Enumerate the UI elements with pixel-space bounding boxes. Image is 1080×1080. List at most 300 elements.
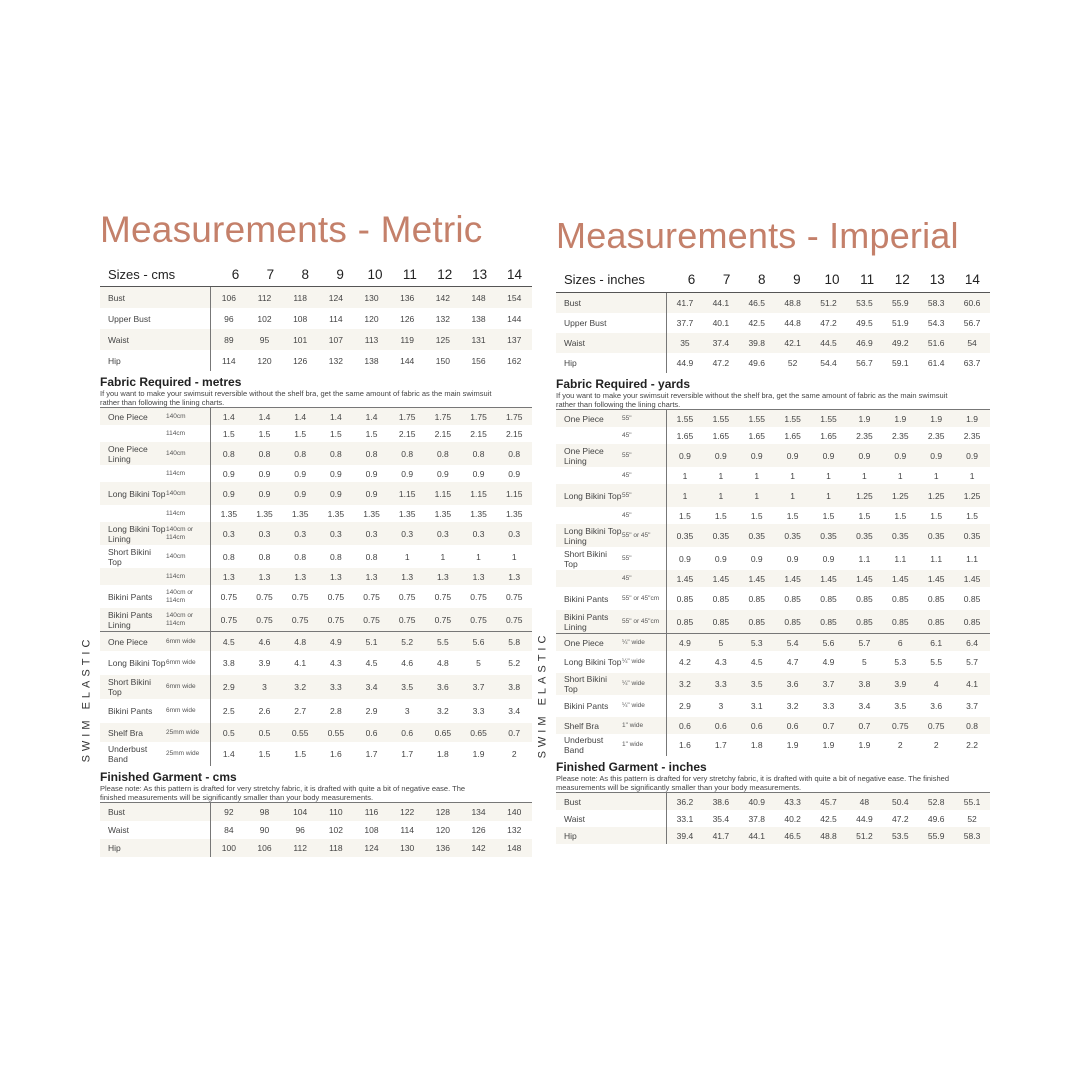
value-cell: 42.5: [748, 318, 765, 328]
value-cell: 0.7: [822, 720, 835, 731]
value-cell: 2.9: [222, 682, 235, 692]
value-cell: 0.9: [258, 488, 271, 499]
value-cell: 52: [967, 813, 977, 824]
row-values: [210, 803, 532, 821]
value-cell: 0.85: [963, 616, 981, 627]
value-cell: 156: [471, 355, 486, 366]
value-cell: 2.35: [892, 430, 909, 441]
value-cell: 58.3: [927, 298, 945, 308]
value-cell: 5.3: [750, 637, 763, 648]
value-cell: 124: [328, 292, 343, 303]
row-values: [666, 810, 990, 827]
table-row: [556, 333, 990, 353]
value-cell: 0.9: [294, 468, 307, 479]
table-row: [556, 444, 990, 467]
value-cell: 5.6: [472, 636, 485, 647]
value-cell: 0.3: [436, 528, 449, 539]
value-cell: 1.45: [784, 573, 801, 584]
value-cell: 3.1: [750, 701, 763, 711]
value-cell: 0.75: [434, 614, 452, 625]
value-cell: 0.3: [365, 528, 378, 539]
value-cell: 4.5: [222, 636, 235, 647]
value-cell: 4.1: [966, 679, 978, 689]
value-cell: 0.35: [892, 530, 909, 541]
value-cell: 2.15: [505, 428, 523, 439]
metric-finished-title: Finished Garment - cms: [100, 770, 237, 784]
row-values: [210, 742, 532, 766]
value-cell: 1.5: [822, 510, 835, 521]
value-cell: 2.35: [927, 430, 945, 441]
value-cell: 120: [435, 825, 450, 835]
fabric-width: 140cm: [166, 449, 186, 457]
value-cell: 113: [364, 334, 379, 345]
value-cell: 131: [471, 334, 486, 345]
table-row: [556, 810, 990, 827]
value-cell: 96: [224, 313, 234, 324]
row-label: One Piece: [108, 411, 148, 422]
row-label: Bikini Pants: [108, 706, 153, 716]
row-label: Long Bikini Top: [564, 657, 622, 667]
value-cell: 0.9: [436, 468, 449, 479]
value-cell: 1.9: [786, 740, 799, 750]
value-cell: 51.9: [892, 318, 909, 328]
value-cell: 1: [826, 490, 831, 501]
value-cell: 1.3: [401, 571, 414, 582]
value-cell: 0.9: [930, 450, 943, 461]
value-cell: 0.5: [222, 727, 235, 738]
value-cell: 1.5: [294, 428, 307, 439]
value-cell: 0.85: [748, 593, 765, 604]
value-cell: 43.3: [784, 796, 801, 807]
value-cell: 0.85: [856, 593, 873, 604]
value-cell: 0.75: [470, 614, 487, 625]
fabric-width: 45": [622, 431, 632, 439]
value-cell: 1.55: [784, 413, 801, 424]
value-cell: 1.9: [894, 413, 907, 424]
value-cell: 0.85: [820, 616, 837, 627]
value-cell: 1.9: [822, 740, 835, 750]
value-cell: 4.9: [329, 636, 342, 647]
value-cell: 42.1: [784, 338, 801, 348]
row-values: [210, 308, 532, 329]
value-cell: 2.15: [434, 428, 452, 439]
fabric-width: 140cm or 114cm: [166, 611, 194, 627]
row-values: [666, 587, 990, 610]
value-cell: 126: [471, 825, 486, 835]
value-cell: 0.75: [398, 614, 416, 625]
value-cell: 1.35: [434, 508, 452, 519]
table-row: [100, 545, 532, 568]
row-label: Bikini Pants Lining: [564, 611, 609, 632]
value-cell: 120: [364, 313, 379, 324]
value-cell: 48: [859, 796, 870, 807]
value-cell: 1.3: [258, 571, 271, 582]
imperial-title: Measurements - Imperial: [556, 215, 959, 256]
value-cell: 0.3: [222, 528, 235, 539]
value-cell: 1.25: [963, 490, 981, 501]
value-cell: 2.8: [329, 706, 342, 716]
value-cell: 0.75: [291, 591, 309, 602]
value-cell: 3.3: [329, 682, 342, 692]
table-row: [556, 587, 990, 610]
value-cell: 0.3: [508, 528, 521, 539]
value-cell: 1.25: [856, 490, 873, 501]
value-cell: 5.7: [858, 637, 871, 648]
value-cell: 3: [718, 701, 724, 711]
value-cell: 2.7: [294, 706, 307, 716]
row-values: [666, 484, 990, 507]
size-12: 12: [437, 266, 453, 282]
value-cell: 0.8: [966, 720, 978, 731]
table-row: [100, 675, 532, 699]
value-cell: 45.7: [820, 796, 837, 807]
value-cell: 1.5: [258, 749, 271, 759]
value-cell: 2.6: [258, 706, 271, 716]
row-values: [666, 651, 990, 673]
metric-swim-elastic: [80, 631, 532, 766]
value-cell: 0.75: [363, 614, 380, 625]
value-cell: 0.55: [327, 727, 345, 738]
fabric-width: ¼" wide: [622, 702, 645, 709]
value-cell: 96: [295, 825, 305, 835]
value-cell: 1.3: [222, 571, 235, 582]
value-cell: 4: [933, 679, 939, 689]
value-cell: 1.5: [894, 510, 907, 521]
value-cell: 112: [257, 292, 272, 303]
value-cell: 136: [435, 843, 450, 853]
value-cell: 1: [790, 490, 795, 501]
metric-fabric-title: Fabric Required - metres: [100, 375, 242, 389]
value-cell: 0.6: [750, 720, 763, 731]
value-cell: 1.4: [258, 411, 271, 422]
table-row: [556, 313, 990, 333]
value-cell: 3.5: [750, 679, 763, 689]
value-cell: 0.9: [294, 488, 307, 499]
value-cell: 0.75: [256, 591, 273, 602]
value-cell: 41.7: [676, 298, 694, 308]
value-cell: 1.35: [363, 508, 380, 519]
row-values: [666, 353, 990, 373]
value-cell: 98: [259, 807, 270, 817]
imperial-sizes-label: Sizes - inches: [564, 271, 645, 287]
fabric-width: 6mm wide: [166, 637, 196, 645]
value-cell: 1.1: [930, 553, 943, 564]
value-cell: 1.5: [966, 510, 978, 521]
value-cell: 1.8: [436, 749, 449, 759]
value-cell: 0.55: [291, 727, 309, 738]
value-cell: 2: [933, 740, 939, 750]
value-cell: 136: [400, 292, 415, 303]
size-10: 10: [824, 271, 840, 287]
value-cell: 1.1: [966, 553, 978, 564]
row-values: [666, 293, 990, 313]
value-cell: 0.9: [714, 450, 727, 461]
row-values: [666, 313, 990, 333]
value-cell: 58.3: [963, 830, 981, 841]
value-cell: 1.5: [750, 510, 763, 521]
value-cell: 126: [293, 355, 308, 366]
value-cell: 1.35: [398, 508, 416, 519]
imperial-fabric-note: If you want to make your swimsuit reversible without the shelf bra, get the same amount of fabric as the main swimsuit rather than following the lining charts.: [556, 391, 948, 409]
value-cell: 92: [224, 807, 234, 817]
value-cell: 5.4: [786, 637, 799, 648]
value-cell: 0.8: [508, 448, 521, 459]
value-cell: 0.9: [329, 488, 342, 499]
value-cell: 1.7: [365, 749, 378, 759]
value-cell: 1.45: [963, 573, 981, 584]
fabric-width: 114cm: [166, 572, 186, 580]
table-row: [556, 547, 990, 570]
value-cell: 1: [969, 470, 975, 481]
value-cell: 5.2: [508, 658, 521, 668]
value-cell: 0.75: [434, 591, 452, 602]
table-row: [556, 410, 990, 427]
value-cell: 55.9: [927, 830, 945, 841]
table-row: [556, 673, 990, 695]
metric-finished-note: Please note: As this pattern is drafted for very stretchy fabric, it is drafted with quite a bit of negative ease. The finished measurements will be significantly smaller than your body measurements.: [100, 784, 466, 802]
value-cell: 1.55: [676, 413, 694, 424]
table-row: [100, 742, 532, 766]
value-cell: 1.1: [894, 553, 907, 564]
value-cell: 138: [364, 355, 379, 366]
value-cell: 104: [293, 807, 308, 817]
value-cell: 0.85: [784, 593, 801, 604]
fabric-width: 55" or 45": [622, 531, 651, 539]
value-cell: 1.9: [966, 413, 978, 424]
value-cell: 40.1: [712, 318, 730, 328]
value-cell: 1: [682, 490, 688, 501]
value-cell: 144: [400, 355, 415, 366]
value-cell: 1.35: [505, 508, 523, 519]
row-values: [210, 632, 532, 651]
value-cell: 0.75: [327, 591, 345, 602]
value-cell: 1: [826, 470, 831, 481]
value-cell: 0.3: [472, 528, 485, 539]
value-cell: 162: [507, 355, 522, 366]
value-cell: 0.9: [822, 450, 835, 461]
fabric-width: ¼" wide: [622, 680, 645, 687]
value-cell: 128: [435, 807, 450, 817]
value-cell: 154: [507, 292, 522, 303]
value-cell: 1.5: [365, 428, 378, 439]
value-cell: 1.7: [714, 740, 727, 750]
value-cell: 0.35: [784, 530, 801, 541]
value-cell: 1.4: [365, 411, 378, 422]
row-label: Bust: [564, 796, 582, 807]
value-cell: 134: [471, 807, 486, 817]
row-values: [210, 522, 532, 545]
row-values: [666, 410, 990, 427]
value-cell: 37.8: [748, 813, 765, 824]
value-cell: 1.75: [470, 411, 487, 422]
value-cell: 95: [259, 334, 270, 345]
table-row: [100, 505, 532, 522]
value-cell: 1.25: [927, 490, 945, 501]
value-cell: 3.3: [472, 706, 485, 716]
fabric-width: 55" or 45"cm: [622, 594, 660, 602]
value-cell: 1: [718, 490, 724, 501]
table-row: [556, 467, 990, 484]
row-values: [666, 524, 990, 547]
value-cell: 0.9: [365, 488, 378, 499]
value-cell: 56.7: [963, 318, 981, 328]
value-cell: 3.2: [679, 679, 691, 689]
fabric-width: 6mm wide: [166, 659, 196, 666]
value-cell: 0.75: [927, 720, 945, 731]
value-cell: 0.75: [363, 591, 380, 602]
value-cell: 1.75: [505, 411, 523, 422]
row-label: Long Bikini Top: [108, 488, 166, 499]
value-cell: 42.5: [820, 813, 837, 824]
table-row: [556, 293, 990, 313]
row-label: Long Bikini Top: [108, 658, 166, 668]
row-label: Underbust Band: [108, 744, 148, 764]
metric-sizes-header: [100, 262, 532, 287]
value-cell: 5.1: [365, 636, 378, 647]
value-cell: 4.8: [294, 636, 307, 647]
value-cell: 108: [364, 825, 379, 835]
row-values: [666, 467, 990, 484]
row-values: [210, 350, 532, 371]
value-cell: 1.8: [750, 740, 763, 750]
row-label: Upper Bust: [564, 318, 607, 328]
row-label: Hip: [108, 843, 121, 853]
value-cell: 0.9: [222, 488, 235, 499]
row-label: Bust: [564, 298, 582, 308]
value-cell: 1.3: [365, 571, 378, 582]
value-cell: 1: [790, 470, 795, 481]
value-cell: 0.5: [258, 727, 271, 738]
value-cell: 1: [862, 470, 867, 481]
value-cell: 0.3: [258, 528, 271, 539]
row-label: Waist: [108, 334, 129, 345]
value-cell: 54: [967, 338, 977, 348]
value-cell: 0.9: [365, 468, 378, 479]
table-row: [556, 427, 990, 444]
value-cell: 100: [221, 843, 236, 853]
value-cell: 1.15: [470, 488, 487, 499]
size-9: 9: [336, 266, 344, 282]
value-cell: 1: [933, 470, 939, 481]
fabric-width: 55": [622, 414, 632, 422]
value-cell: 0.8: [329, 551, 342, 562]
value-cell: 0.8: [436, 448, 449, 459]
value-cell: 1.45: [712, 573, 730, 584]
value-cell: 0.9: [786, 553, 799, 564]
row-label: Bust: [108, 807, 126, 817]
value-cell: 2: [897, 740, 903, 750]
value-cell: 1.5: [714, 510, 727, 521]
value-cell: 1.65: [820, 430, 837, 441]
value-cell: 0.85: [676, 616, 694, 627]
value-cell: 1.15: [505, 488, 523, 499]
value-cell: 4.6: [401, 658, 414, 668]
value-cell: 106: [257, 843, 272, 853]
imperial-finished-table: [556, 792, 990, 844]
size-6: 6: [231, 266, 240, 282]
table-row: [556, 610, 990, 633]
value-cell: 0.35: [927, 530, 945, 541]
value-cell: 116: [364, 807, 379, 817]
value-cell: 0.9: [679, 450, 691, 461]
value-cell: 1.55: [712, 413, 730, 424]
value-cell: 0.65: [470, 727, 487, 738]
value-cell: 1.3: [472, 571, 485, 582]
value-cell: 0.85: [676, 593, 694, 604]
fabric-width: 55": [622, 451, 632, 459]
value-cell: 114: [222, 355, 236, 366]
value-cell: 53.5: [856, 298, 873, 308]
value-cell: 0.9: [401, 468, 414, 479]
table-row: [556, 793, 990, 810]
value-cell: 0.85: [748, 616, 765, 627]
value-cell: 0.9: [679, 553, 691, 564]
fabric-width: 114cm: [166, 469, 186, 477]
row-values: [666, 570, 990, 587]
row-values: [210, 408, 532, 425]
value-cell: 0.7: [508, 727, 521, 738]
value-cell: 1.35: [256, 508, 273, 519]
size-12: 12: [894, 271, 910, 287]
value-cell: 35.4: [712, 813, 730, 824]
value-cell: 142: [471, 843, 486, 853]
row-label: Bikini Pants Lining: [108, 609, 153, 630]
value-cell: 118: [329, 843, 343, 853]
value-cell: 1.9: [858, 413, 871, 424]
value-cell: 4.8: [436, 658, 449, 668]
row-label: One Piece: [108, 636, 148, 647]
value-cell: 0.35: [856, 530, 873, 541]
value-cell: 5.6: [822, 637, 835, 648]
value-cell: 40.9: [748, 796, 765, 807]
value-cell: 0.35: [748, 530, 765, 541]
value-cell: 47.2: [712, 358, 730, 368]
value-cell: 0.75: [505, 591, 523, 602]
value-cell: 0.75: [398, 591, 416, 602]
value-cell: 120: [257, 355, 272, 366]
value-cell: 125: [435, 334, 450, 345]
value-cell: 54.4: [820, 358, 837, 368]
fabric-width: 6mm wide: [166, 683, 196, 690]
value-cell: 114: [329, 313, 343, 324]
value-cell: 1.75: [398, 411, 416, 422]
value-cell: 1.3: [294, 571, 307, 582]
value-cell: 53.5: [892, 830, 909, 841]
value-cell: 0.9: [750, 450, 763, 461]
value-cell: 39.8: [748, 338, 765, 348]
value-cell: 1.75: [434, 411, 452, 422]
value-cell: 61.4: [927, 358, 945, 368]
value-cell: 0.35: [712, 530, 730, 541]
fabric-width: 55" or 45"cm: [622, 617, 660, 625]
metric-elastic-table: [100, 632, 532, 766]
row-values: [210, 821, 532, 839]
value-cell: 0.35: [820, 530, 837, 541]
value-cell: 1.45: [892, 573, 909, 584]
value-cell: 138: [471, 313, 486, 324]
row-values: [210, 505, 532, 522]
value-cell: 3.3: [714, 679, 727, 689]
fabric-width: 140cm: [166, 552, 186, 560]
value-cell: 1.5: [222, 428, 235, 439]
value-cell: 4.3: [329, 658, 342, 668]
value-cell: 0.65: [434, 727, 452, 738]
value-cell: 1.35: [220, 508, 238, 519]
value-cell: 1: [476, 551, 481, 562]
row-label: Shelf Bra: [108, 727, 143, 738]
table-row: [100, 425, 532, 442]
value-cell: 1.3: [329, 571, 342, 582]
